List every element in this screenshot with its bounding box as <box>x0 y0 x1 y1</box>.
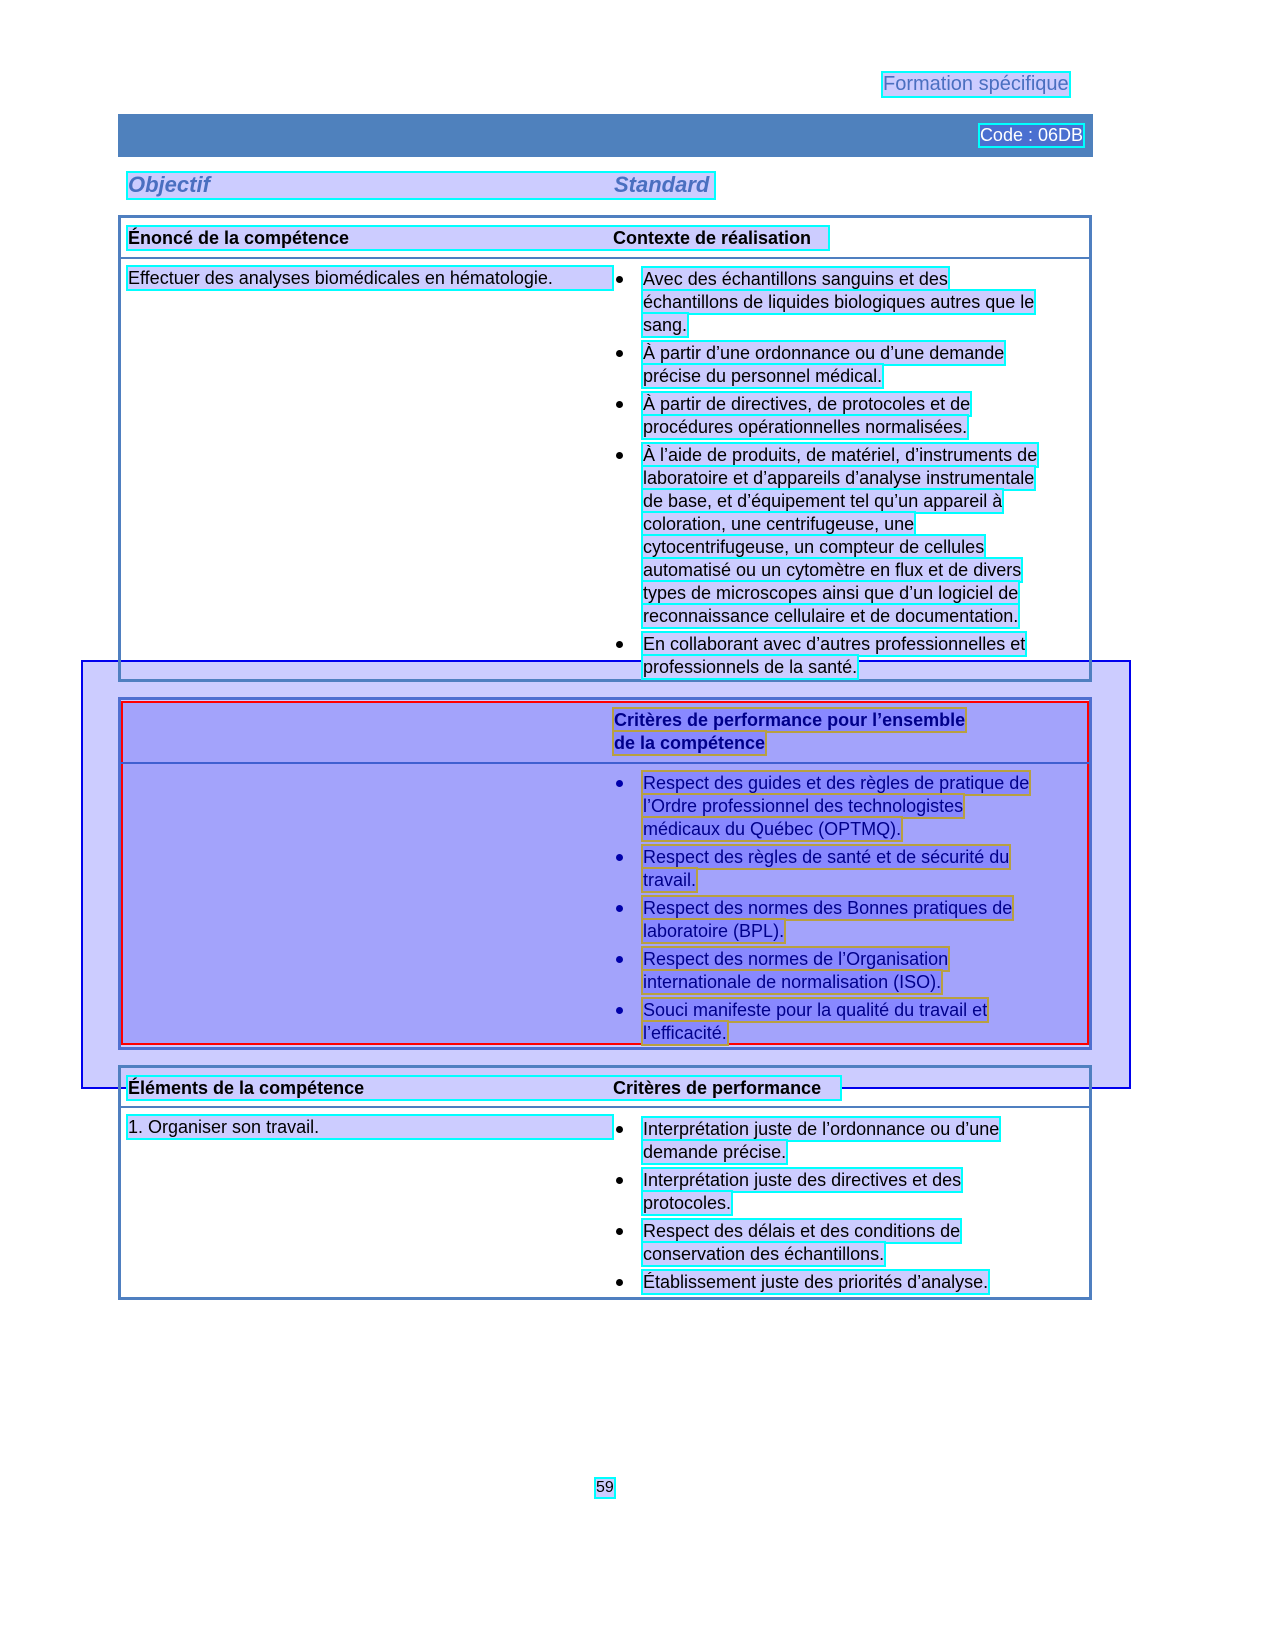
bullet-line: À partir de directives, de protocoles et de <box>643 394 971 414</box>
bullet-line: coloration, une centrifugeuse, une <box>643 514 915 534</box>
bullet-line: types de microscopes ainsi que d’un logiciel de <box>643 583 1019 603</box>
bullet-line: Respect des guides et des règles de pratique de <box>643 773 1030 793</box>
bullet-line: Souci manifeste pour la qualité du travail et <box>643 1000 988 1020</box>
bullet-line: l’efficacité. <box>643 1023 727 1043</box>
bullet-line: internationale de normalisation (ISO). <box>643 972 942 992</box>
bullet-icon <box>616 1279 623 1286</box>
bullet-line: Respect des normes des Bonnes pratiques de <box>643 898 1013 918</box>
section-title: Formation spécifique <box>883 73 1069 95</box>
context-header: Contexte de réalisation <box>613 228 812 248</box>
bullet-line: Respect des normes de l’Organisation <box>643 949 949 969</box>
bullet-icon <box>616 1126 623 1133</box>
bullet-icon <box>616 452 623 459</box>
bullet-line: conservation des échantillons. <box>643 1244 885 1264</box>
bullet-icon <box>616 854 623 861</box>
bullet-line: À partir d’une ordonnance ou d’une demande <box>643 343 1005 363</box>
criteria-header: Critères de performance <box>613 1078 822 1098</box>
bullet-line: À l’aide de produits, de matériel, d’instruments de <box>643 445 1038 465</box>
bullet-line: Interprétation juste de l’ordonnance ou d’une <box>643 1119 1000 1139</box>
statement-header: Énoncé de la compétence <box>128 228 350 248</box>
bullet-icon <box>616 1177 623 1184</box>
bullet-line: Avec des échantillons sanguins et des <box>643 269 948 289</box>
bullet-icon <box>616 1007 623 1014</box>
bullet-line: laboratoire (BPL). <box>643 921 785 941</box>
bullet-line: Respect des règles de santé et de sécurité du <box>643 847 1010 867</box>
objective-title: Objectif <box>128 172 210 197</box>
bullet-icon <box>616 956 623 963</box>
selected-region <box>121 701 1089 1045</box>
bullet-icon <box>616 276 623 283</box>
page-number: 59 <box>596 1479 614 1496</box>
competency-element: 1. Organiser son travail. <box>128 1116 612 1138</box>
bullet-icon <box>616 641 623 648</box>
bullet-icon <box>616 780 623 787</box>
bullet-line: travail. <box>643 870 697 890</box>
bullet-line: de base, et d’équipement tel qu’un appareil à <box>643 491 1003 511</box>
bullet-line: cytocentrifugeuse, un compteur de cellules <box>643 537 985 557</box>
bullet-line: demande précise. <box>643 1142 787 1162</box>
bullet-line: précise du personnel médical. <box>643 366 883 386</box>
bullet-line: Respect des délais et des conditions de <box>643 1221 961 1241</box>
bullet-line: échantillons de liquides biologiques autres que le <box>643 292 1035 312</box>
bullet-icon <box>616 350 623 357</box>
standard-title: Standard <box>614 172 710 197</box>
bullet-icon <box>616 905 623 912</box>
overall-criteria-header: de la compétence <box>614 733 766 753</box>
bullet-line: l’Ordre professionnel des technologistes <box>643 796 964 816</box>
bullet-line: automatisé ou un cytomètre en flux et de divers <box>643 560 1022 580</box>
bullet-icon <box>616 401 623 408</box>
bullet-icon <box>616 1228 623 1235</box>
course-code: Code : 06DB <box>979 125 1083 145</box>
bullet-line: Interprétation juste des directives et des <box>643 1170 962 1190</box>
bullet-line: médicaux du Québec (OPTMQ). <box>643 819 902 839</box>
bullet-line: En collaborant avec d’autres professionnelles et <box>643 634 1026 654</box>
bullet-line: reconnaissance cellulaire et de documentation. <box>643 606 1019 626</box>
bullet-line: Établissement juste des priorités d’analyse. <box>643 1272 989 1292</box>
bullet-line: protocoles. <box>643 1193 732 1213</box>
bullet-line: procédures opérationnelles normalisées. <box>643 417 968 437</box>
bullet-line: sang. <box>643 315 688 335</box>
bullet-line: laboratoire et d’appareils d’analyse instrumentale <box>643 468 1035 488</box>
bullet-line: professionnels de la santé. <box>643 657 858 677</box>
header-bar <box>118 114 1093 157</box>
overall-criteria-header: Critères de performance pour l’ensemble <box>614 710 966 730</box>
elements-header: Éléments de la compétence <box>128 1078 365 1098</box>
competency-statement: Effectuer des analyses biomédicales en hématologie. <box>128 267 612 289</box>
